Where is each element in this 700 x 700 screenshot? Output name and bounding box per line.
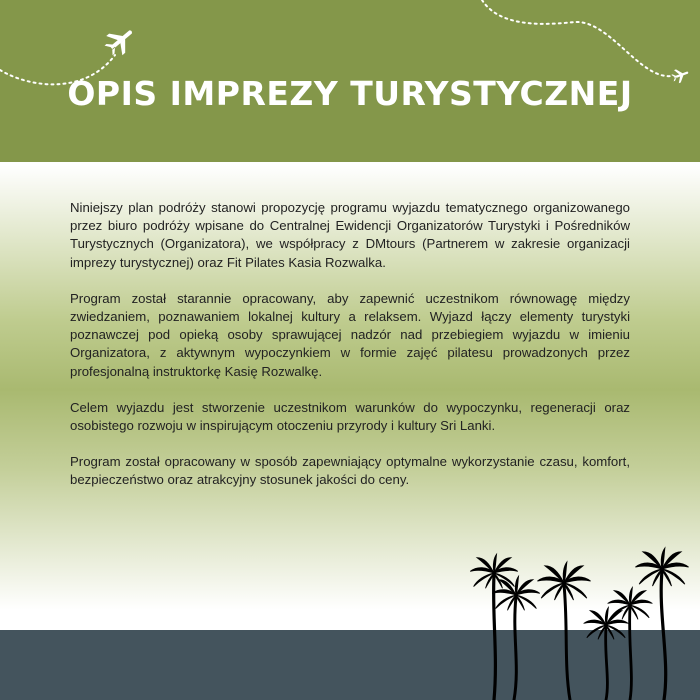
paragraph-intro: Niniejszy plan podróży stanowi propozycję programu wyjazdu tematycznego organizowanego przez biuro podróży wpisane do Centralnej Ewidencji Organizatorów Turystyki i Pośredników Turystycznych (Organizatora), we współpracy z DMtours (Partnerem w zakresie organizacji imprezy turystycznej) oraz Fit Pilates Kasia Rozwalka. xyxy=(70,200,630,270)
airplane-icon xyxy=(101,22,140,60)
page-title: OPIS IMPREZY TURYSTYCZNEJ xyxy=(67,74,633,113)
paragraph-program: Program został starannie opracowany, aby zapewnić uczestnikom równowagę między zwiedzaniem, poznawaniem lokalnej kultury a relaksem. Wyjazd łączy elementy turystyki poznawczej pod opieką osoby sprawującej nadzór nad przebiegiem wyjazdu w imieniu Organizatora, z aktywnym wypoczynkiem w formie zajęć pilatesu prowadzonych przez profesjonalną instruktorkę Kasię Rozwalkę. xyxy=(70,290,630,379)
paragraph-goal: Celem wyjazdu jest stworzenie uczestnikom warunków do wypoczynku, regeneracji oraz osobistego rozwoju w inspirującym otoczeniu przyrody i kultury Sri Lanki. xyxy=(70,399,630,434)
description-body xyxy=(70,199,630,508)
flight-path-right xyxy=(482,0,672,76)
paragraph-value: Program został opracowany w sposób zapewniający optymalne wykorzystanie czasu, komfort, bezpieczeństwo oraz atrakcyjny stosunek jakości do ceny. xyxy=(70,454,630,488)
palm-trees-icon xyxy=(460,545,700,700)
